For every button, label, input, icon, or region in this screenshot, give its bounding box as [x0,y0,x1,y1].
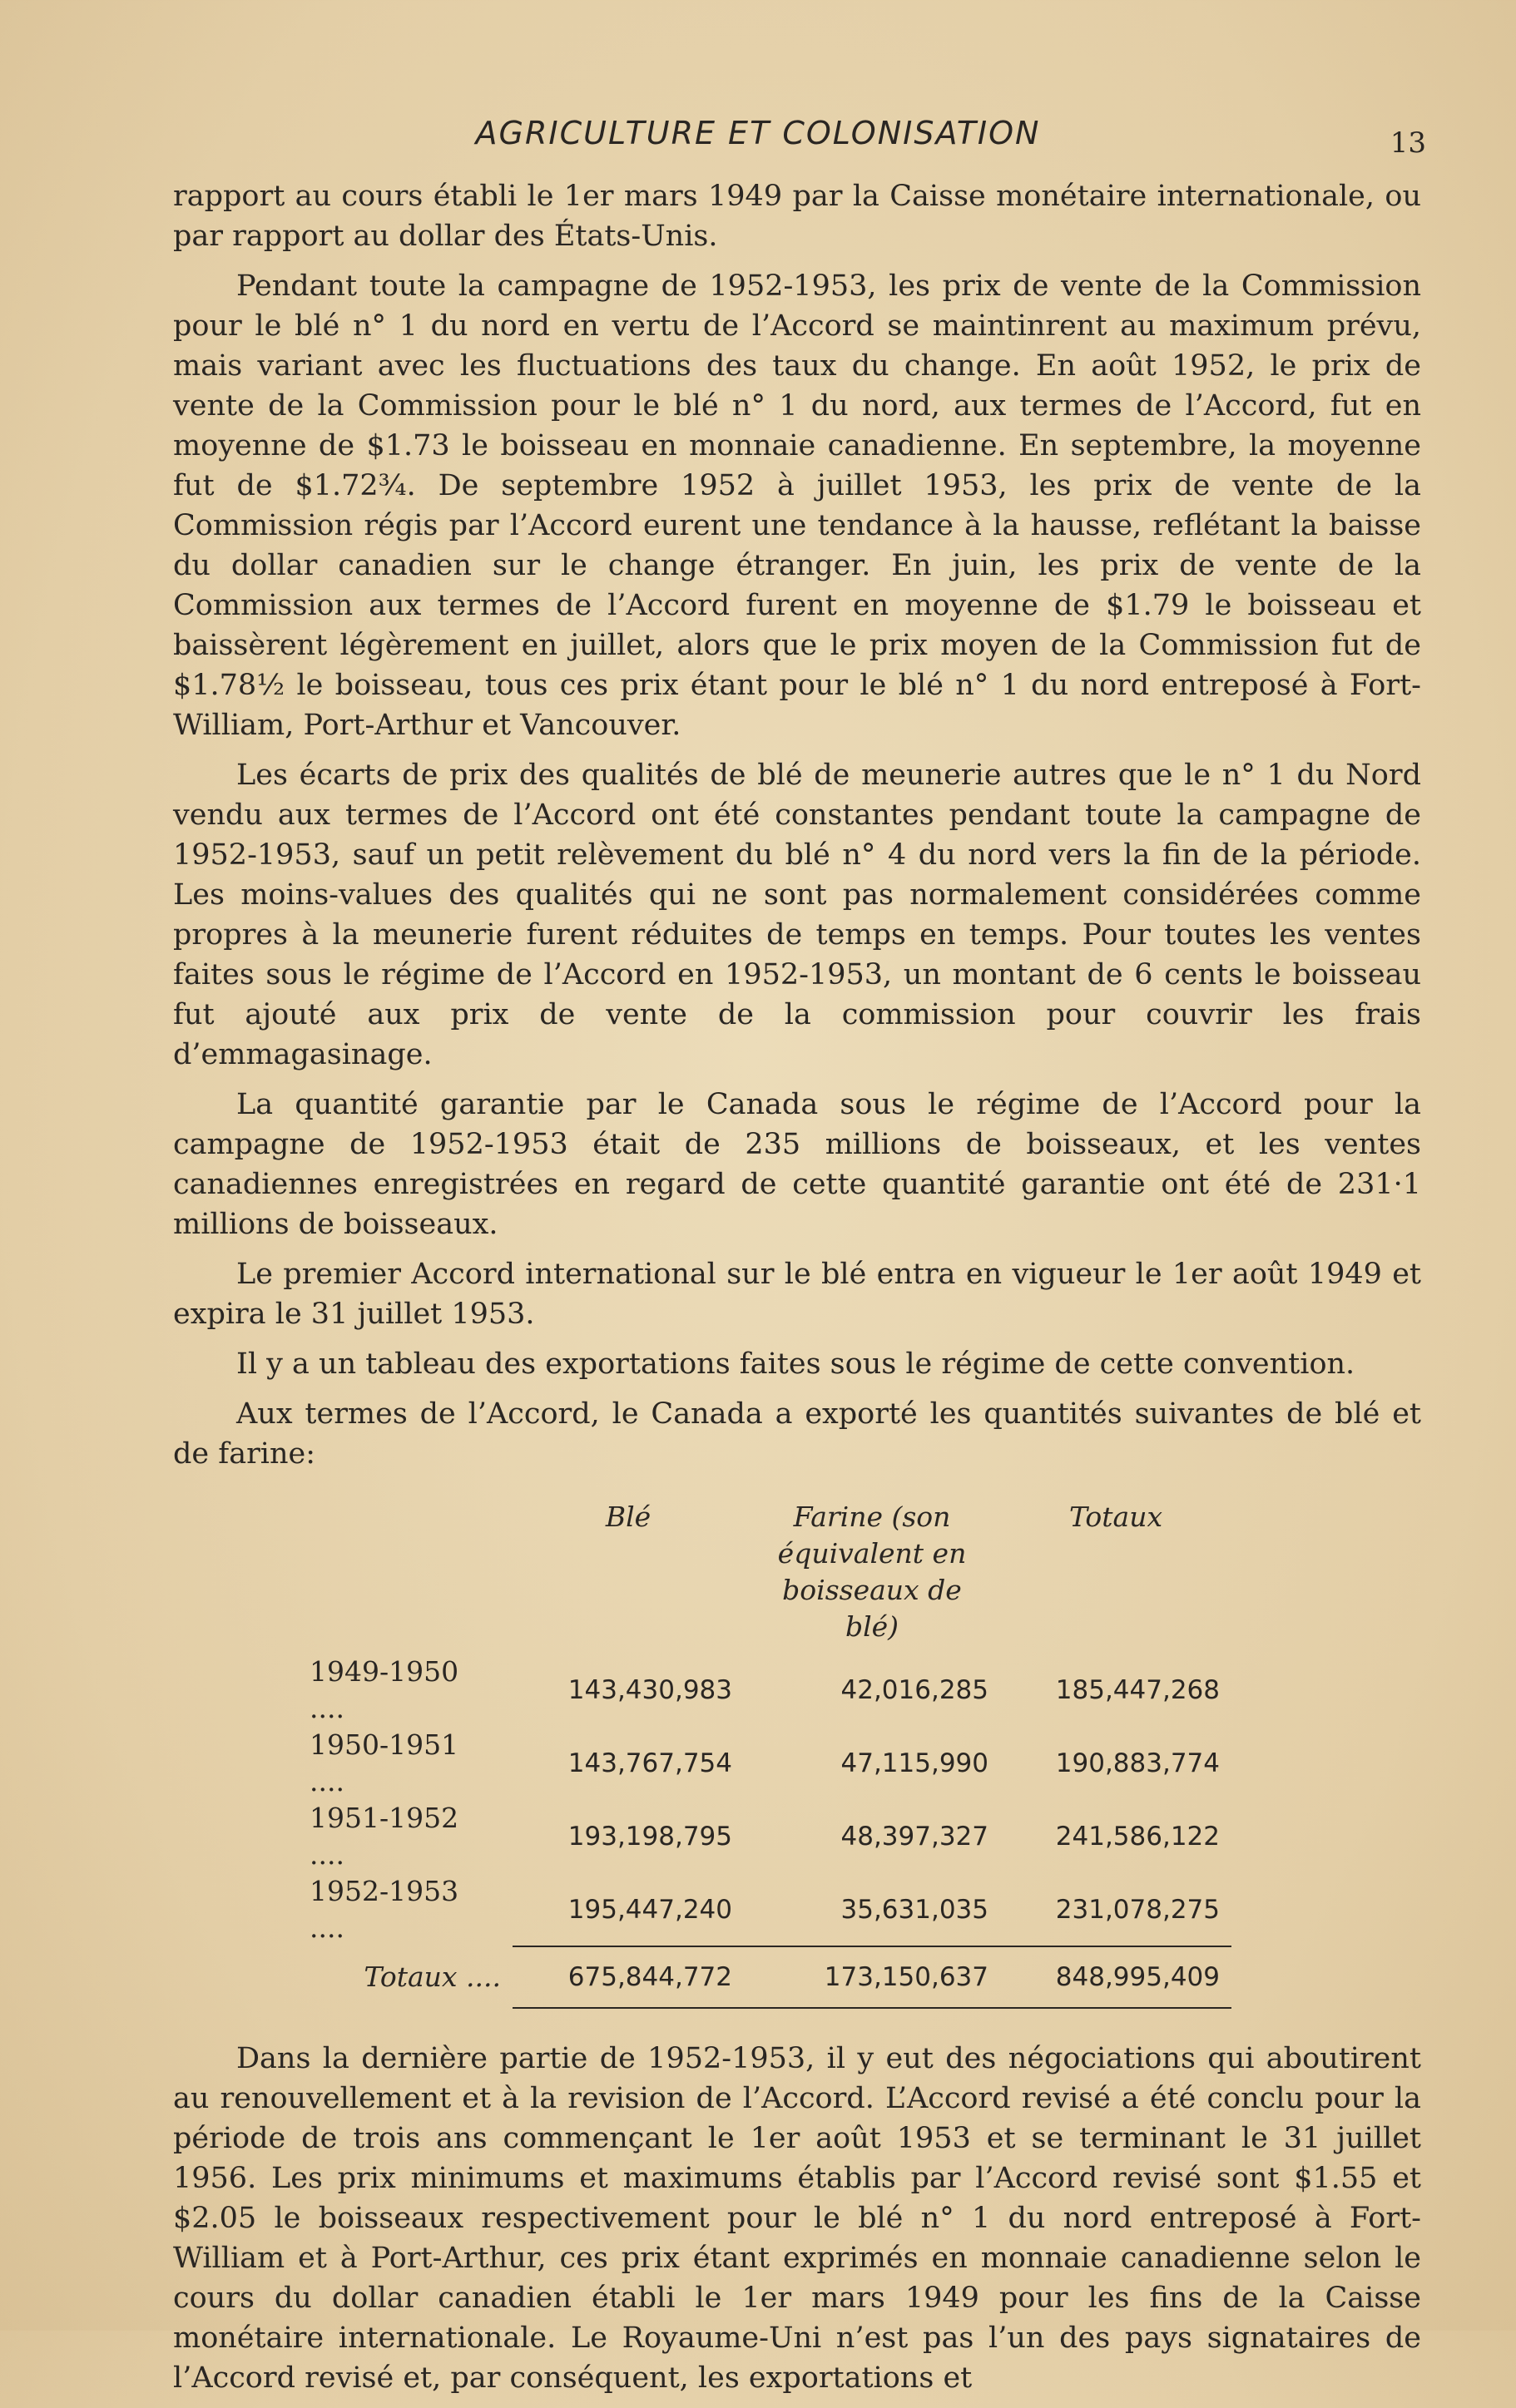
totals-row [298,1946,1231,2008]
running-title: AGRICULTURE ET COLONISATION [475,115,1041,151]
totals-farine: 173,150,637 [744,1946,1000,2008]
row-total: 231,078,275 [1055,1894,1220,1925]
header-ble: Blé [605,1501,651,1533]
row-ble: 193,198,795 [567,1822,732,1852]
row-farine: 48,397,327 [840,1822,988,1852]
row-ble: 195,447,240 [567,1894,732,1925]
row-year: 1949-1950 [310,1655,459,1688]
row-year: 1952-1953 [310,1875,459,1907]
totals-ble: 675,844,772 [513,1946,744,2008]
row-dots: .... [310,1838,344,1871]
page-header [0,115,1516,165]
body-text [173,176,1421,2408]
row-dots: .... [310,1692,344,1724]
page-number: 13 [1390,126,1426,160]
row-year: 1951-1952 [310,1802,459,1834]
closing-paragraph: Dans la dernière partie de 1952-1953, il y eut des négociations qui aboutirent au renouvellement et à la revision de l’Accord. L’Accord revisé a été conclu pour la période de trois ans commençant le 1er août 1953 et se terminant le 31 juillet 1956. Les prix minimums et maximums établis par l’Accord revisé sont $1.55 et $2.05 le boisseaux respectivement pour le blé n° 1 du nord entreposé à Fort-William et à Port-Arthur, ces prix étant exprimés en monnaie canadienne selon le cours du dollar canadien établi le 1er mars 1949 pour les fins de la Caisse monétaire internationale. Le Royaume-Uni n’est pas l’un des pays signataires de l’Accord revisé et, par conséquent, les exportations et [173,2042,1421,2395]
paragraph-5: Le premier Accord international sur le blé entra en vigueur le 1er août 1949 et expira le 31 juillet 1953. [173,1258,1421,1331]
paragraph-7: Aux termes de l’Accord, le Canada a exporté les quantités suivantes de blé et de farine: [173,1397,1421,1471]
table-row [298,1800,1231,1873]
totals-dots: .... [466,1961,501,1993]
header-farine: Farine (son équivalent en boisseaux de blé) [777,1501,967,1643]
row-dots: .... [310,1911,344,1944]
row-year: 1950-1951 [310,1728,459,1761]
row-farine: 42,016,285 [840,1675,988,1705]
row-ble: 143,767,754 [567,1748,732,1778]
table-row [298,1727,1231,1800]
table-row [298,1873,1231,1946]
row-total: 190,883,774 [1055,1748,1220,1778]
totals-total: 848,995,409 [1000,1946,1231,2008]
paragraph-3: Les écarts de prix des qualités de blé de meunerie autres que le n° 1 du Nord vendu aux termes de l’Accord ont été constantes pendant toute la campagne de 1952-1953, sauf un petit relèvement du blé n° 4 du nord vers la fin de la période. Les moins-values des qualités qui ne sont pas normalement considérées comme propres à la meunerie furent réduites de temps en temps. Pour toutes les ventes faites sous le régime de l’Accord en 1952-1953, un montant de 6 cents le boisseau fut ajouté aux prix de vente de la commission pour couvrir les frais d’emmagasinage. [173,759,1421,1071]
paragraph-6: Il y a un tableau des exportations faites sous le régime de cette convention. [236,1347,1355,1381]
row-total: 185,447,268 [1055,1675,1220,1705]
row-dots: .... [310,1765,344,1797]
row-farine: 35,631,035 [840,1894,988,1925]
paragraph-1: rapport au cours établi le 1er mars 1949 par la Caisse monétaire internationale, ou par rapport au dollar des États-Unis. [173,180,1421,253]
exports-table [298,1499,1231,2009]
row-total: 241,586,122 [1055,1822,1220,1852]
table-row [298,1654,1231,1727]
table-header-row [298,1499,1231,1654]
totals-label: Totaux [364,1961,458,1993]
paragraph-4: La quantité garantie par le Canada sous le régime de l’Accord pour la campagne de 1952-1953 était de 235 millions de boisseaux, et les ventes canadiennes enregistrées en regard de cette quantité garantie ont été de 231·1 millions de boisseaux. [173,1088,1421,1241]
row-farine: 47,115,990 [840,1748,988,1778]
paragraph-2: Pendant toute la campagne de 1952-1953, les prix de vente de la Commission pour le blé n° 1 du nord en vertu de l’Accord se maintinrent au maximum prévu, mais variant avec les fluctuations des taux du change. En août 1952, le prix de vente de la Commission pour le blé n° 1 du nord, aux termes de l’Accord, fut en moyenne de $1.73 le boisseau en monnaie canadienne. En septembre, la moyenne fut de $1.72¾. De septembre 1952 à juillet 1953, les prix de vente de la Commission régis par l’Accord eurent une tendance à la hausse, reflétant la baisse du dollar canadien sur le change étranger. En juin, les prix de vente de la Commission aux termes de l’Accord furent en moyenne de $1.79 le boisseau et baissèrent légèrement en juillet, alors que le prix moyen de la Commission fut de $1.78½ le boisseau, tous ces prix étant pour le blé n° 1 du nord entreposé à Fort-William, Port-Arthur et Vancouver. [173,269,1421,742]
header-totaux: Totaux [1068,1501,1163,1533]
row-ble: 143,430,983 [567,1675,732,1705]
